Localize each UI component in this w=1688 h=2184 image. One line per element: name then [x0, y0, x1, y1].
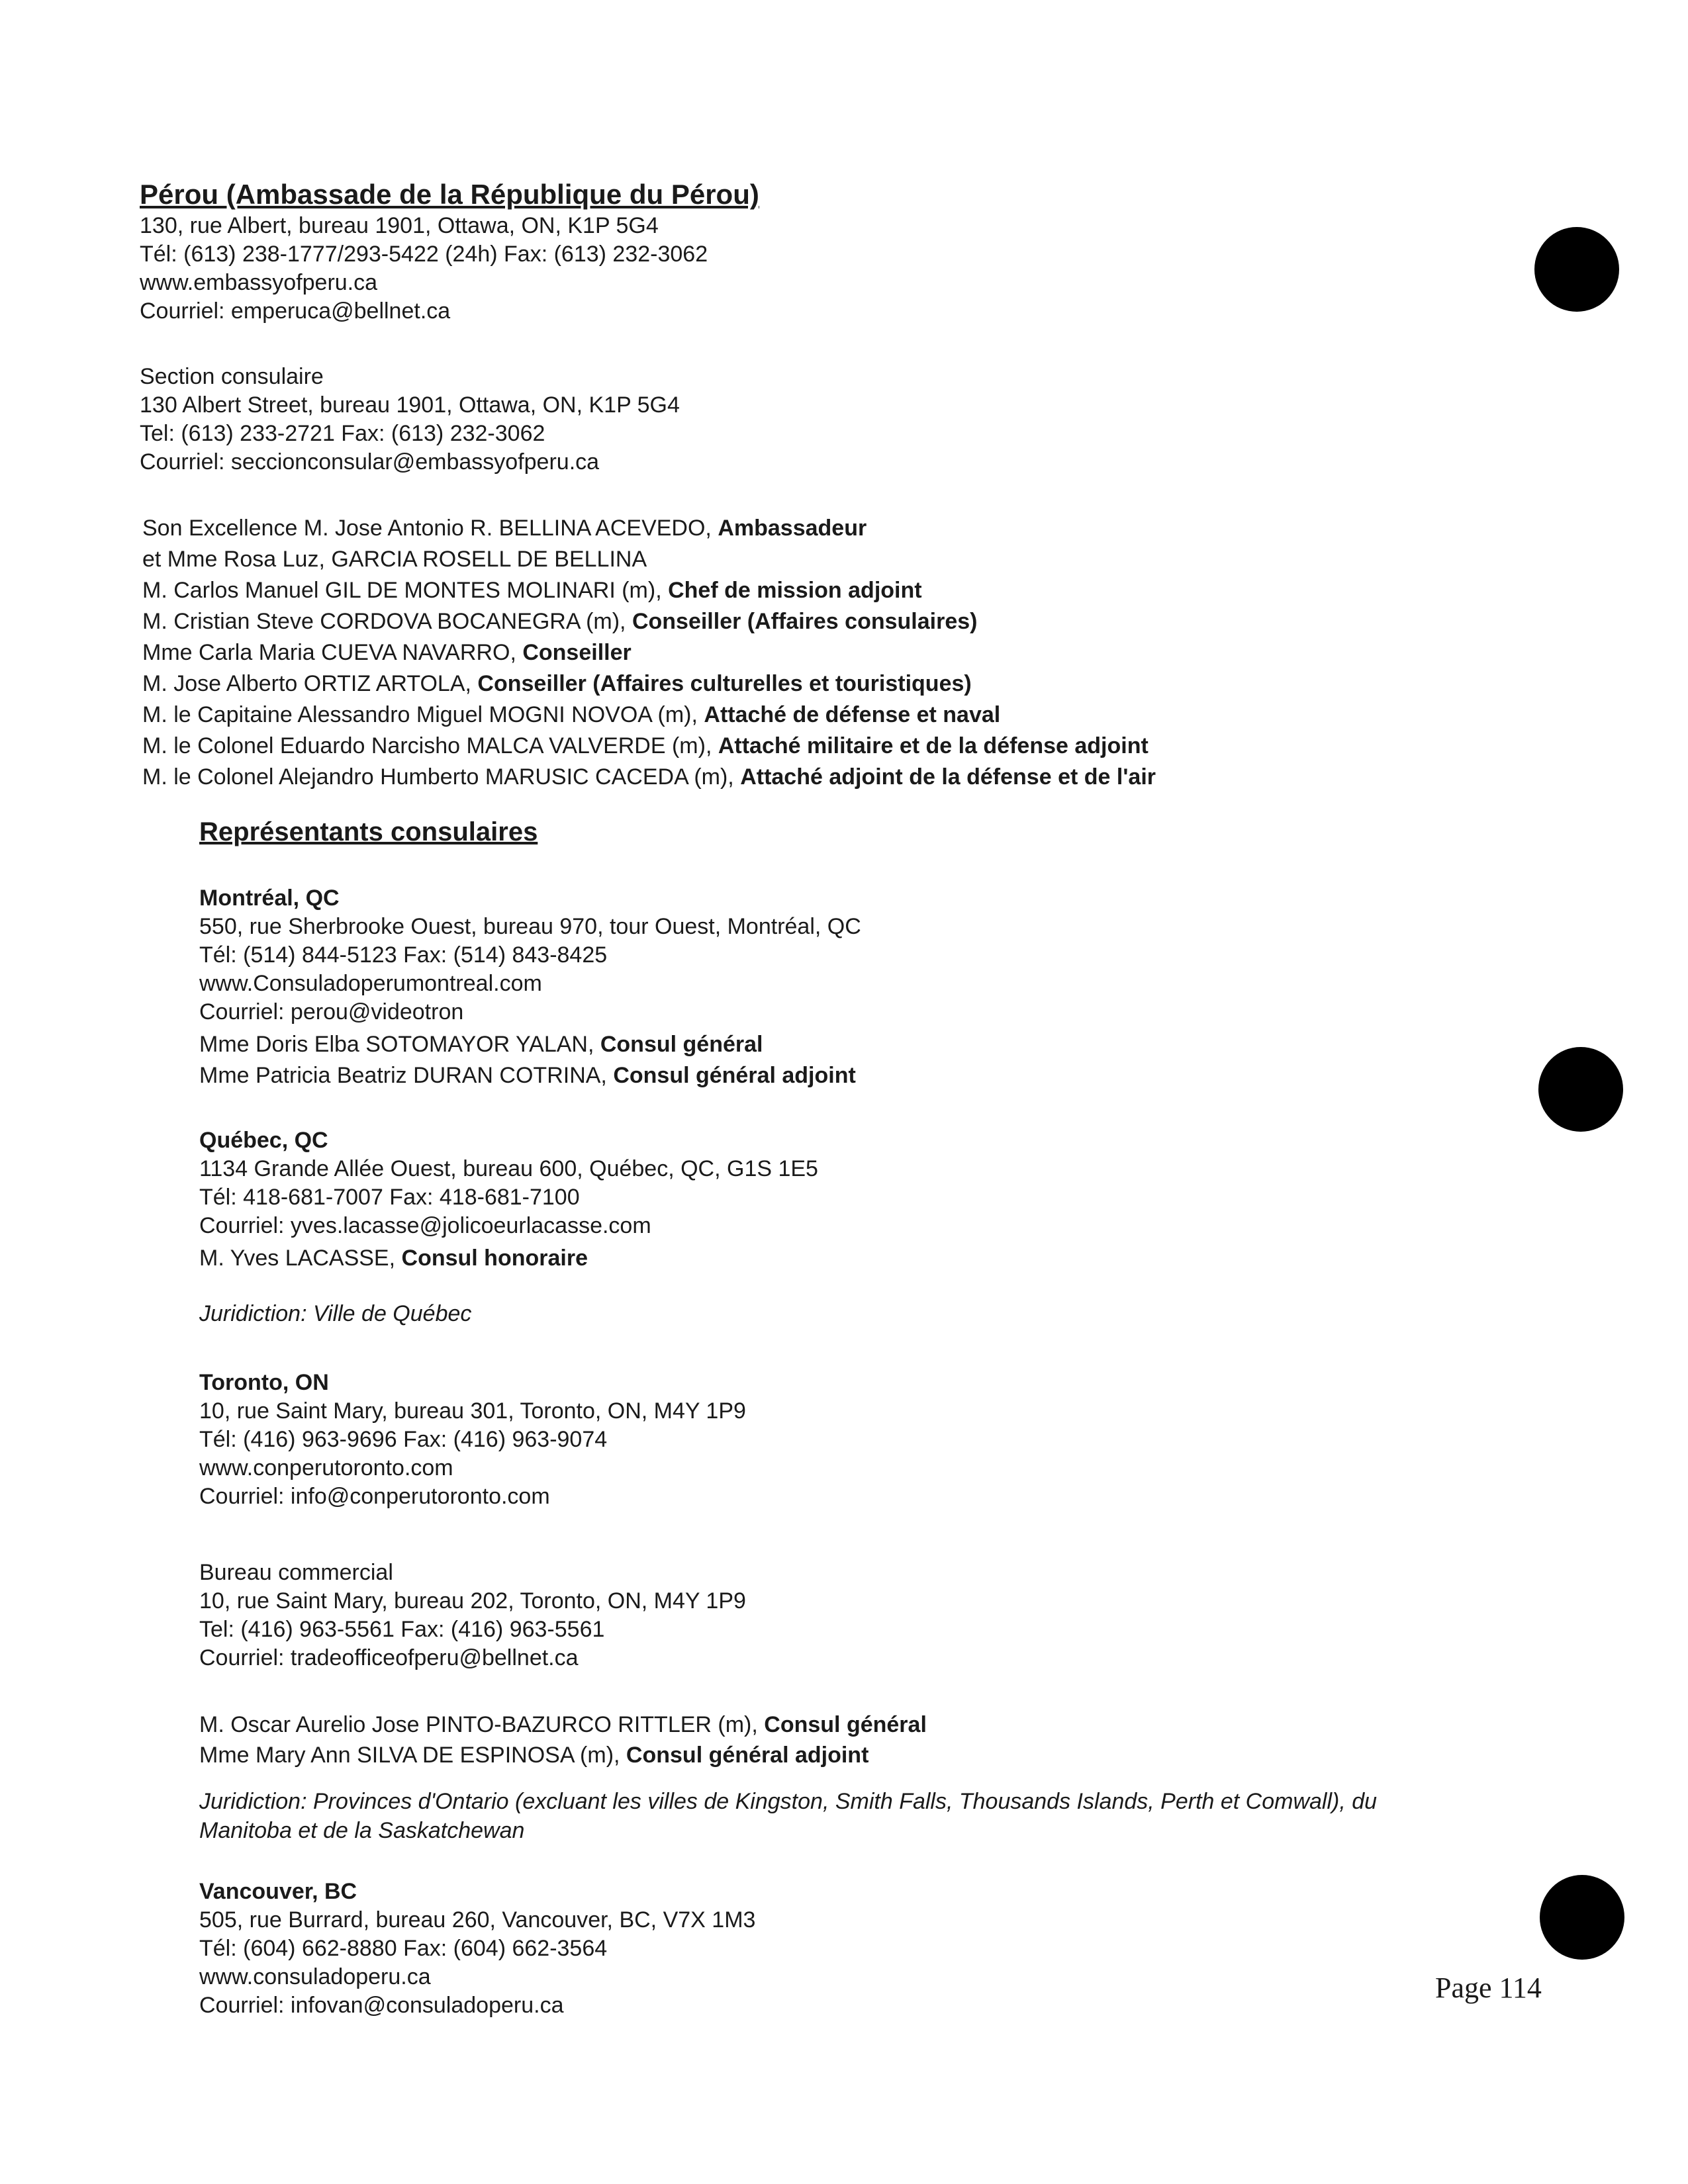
toronto-address: 10, rue Saint Mary, bureau 301, Toronto, ON, M4Y 1P9 [199, 1398, 746, 1424]
quebec-email: Courriel: yves.lacasse@jolicoeurlacasse.com [199, 1213, 651, 1238]
staff-entry: Mme Carla Maria CUEVA NAVARRO, Conseiller [142, 640, 632, 665]
vancouver-block [199, 1878, 755, 2020]
toronto-jurisdiction [199, 1787, 1377, 1845]
montreal-website: www.Consuladoperumontreal.com [199, 971, 542, 996]
city-heading-vancouver: Vancouver, BC [199, 1879, 357, 1904]
representatives-block [199, 815, 538, 848]
staff-entry: et Mme Rosa Luz, GARCIA ROSELL DE BELLINA [142, 547, 647, 572]
montreal-email: Courriel: perou@videotron [199, 999, 464, 1024]
toronto-person: M. Oscar Aurelio Jose PINTO-BAZURCO RITTLER (m), Consul général [199, 1712, 927, 1737]
embassy-website: www.embassyofperu.ca [140, 270, 378, 295]
jurisdiction-line: Juridiction: Provinces d'Ontario (excluant les villes de Kingston, Smith Falls, Thousands Islands, Perth et Comwall), du [199, 1789, 1378, 1814]
commercial-heading: Bureau commercial [199, 1560, 393, 1585]
consular-section-phone: Tel: (613) 233-2721 Fax: (613) 232-3062 [140, 421, 545, 446]
representatives-heading: Représentants consulaires [199, 817, 538, 846]
punch-hole [1540, 1875, 1624, 1960]
punch-hole [1534, 227, 1619, 312]
city-heading-toronto: Toronto, ON [199, 1370, 329, 1395]
consular-section-email: Courriel: seccionconsular@embassyofperu.ca [140, 449, 600, 475]
quebec-person: M. Yves LACASSE, Consul honoraire [199, 1246, 588, 1271]
quebec-phone: Tél: 418-681-7007 Fax: 418-681-7100 [199, 1185, 580, 1210]
consular-section-heading: Section consulaire [140, 364, 324, 389]
embassy-address: 130, rue Albert, bureau 1901, Ottawa, ON, K1P 5G4 [140, 213, 659, 238]
montreal-person: Mme Patricia Beatriz DURAN COTRINA, Consul général adjoint [199, 1063, 856, 1088]
vancouver-website: www.consuladoperu.ca [199, 1964, 431, 1989]
embassy-phone: Tél: (613) 238-1777/293-5422 (24h) Fax: (613) 232-3062 [140, 242, 708, 267]
consular-section-block [140, 363, 680, 477]
jurisdiction-line: Manitoba et de la Saskatchewan [199, 1818, 525, 1843]
city-heading-quebec: Québec, QC [199, 1128, 328, 1153]
staff-entry: M. le Capitaine Alessandro Miguel MOGNI NOVOA (m), Attaché de défense et naval [142, 702, 1001, 727]
page-title: Pérou (Ambassade de la République du Pérou) [140, 179, 759, 210]
montreal-block [199, 884, 861, 1090]
vancouver-address: 505, rue Burrard, bureau 260, Vancouver, BC, V7X 1M3 [199, 1907, 756, 1933]
commercial-address: 10, rue Saint Mary, bureau 202, Toronto, ON, M4Y 1P9 [199, 1588, 746, 1614]
staff-entry: M. Cristian Steve CORDOVA BOCANEGRA (m), Conseiller (Affaires consulaires) [142, 609, 978, 634]
montreal-phone: Tél: (514) 844-5123 Fax: (514) 843-8425 [199, 942, 608, 968]
staff-entry: M. Jose Alberto ORTIZ ARTOLA, Conseiller (Affaires culturelles et touristiques) [142, 671, 972, 696]
page-number: Page 114 [1435, 1972, 1542, 2004]
staff-entry: Son Excellence M. Jose Antonio R. BELLINA ACEVEDO, Ambassadeur [142, 516, 867, 541]
embassy-block [140, 177, 759, 326]
staff-entry: M. le Colonel Alejandro Humberto MARUSIC CACEDA (m), Attaché adjoint de la défense et de l'air [142, 764, 1156, 790]
toronto-person: Mme Mary Ann SILVA DE ESPINOSA (m), Consul général adjoint [199, 1743, 869, 1768]
city-heading-montreal: Montréal, QC [199, 886, 340, 911]
quebec-block [199, 1126, 818, 1328]
montreal-person: Mme Doris Elba SOTOMAYOR YALAN, Consul général [199, 1032, 763, 1057]
punch-hole [1538, 1047, 1623, 1132]
toronto-block [199, 1369, 746, 1511]
quebec-jurisdiction: Juridiction: Ville de Québec [199, 1301, 472, 1326]
toronto-email: Courriel: info@conperutoronto.com [199, 1484, 550, 1509]
quebec-address: 1134 Grande Allée Ouest, bureau 600, Québec, QC, G1S 1E5 [199, 1156, 818, 1181]
toronto-commercial-block [199, 1559, 746, 1672]
vancouver-email: Courriel: infovan@consuladoperu.ca [199, 1993, 564, 2018]
commercial-phone: Tel: (416) 963-5561 Fax: (416) 963-5561 [199, 1617, 605, 1642]
embassy-email: Courriel: emperuca@bellnet.ca [140, 298, 451, 324]
toronto-phone: Tél: (416) 963-9696 Fax: (416) 963-9074 [199, 1427, 608, 1452]
staff-entry: M. le Colonel Eduardo Narcisho MALCA VALVERDE (m), Attaché militaire et de la défense adjoint [142, 733, 1149, 758]
vancouver-phone: Tél: (604) 662-8880 Fax: (604) 662-3564 [199, 1936, 608, 1961]
montreal-address: 550, rue Sherbrooke Ouest, bureau 970, tour Ouest, Montréal, QC [199, 914, 861, 939]
staff-entry: M. Carlos Manuel GIL DE MONTES MOLINARI (m), Chef de mission adjoint [142, 578, 922, 603]
staff-list [142, 513, 1156, 793]
consular-section-address: 130 Albert Street, bureau 1901, Ottawa, ON, K1P 5G4 [140, 392, 680, 418]
commercial-email: Courriel: tradeofficeofperu@bellnet.ca [199, 1645, 579, 1670]
toronto-website: www.conperutoronto.com [199, 1455, 453, 1480]
toronto-people [199, 1709, 927, 1770]
